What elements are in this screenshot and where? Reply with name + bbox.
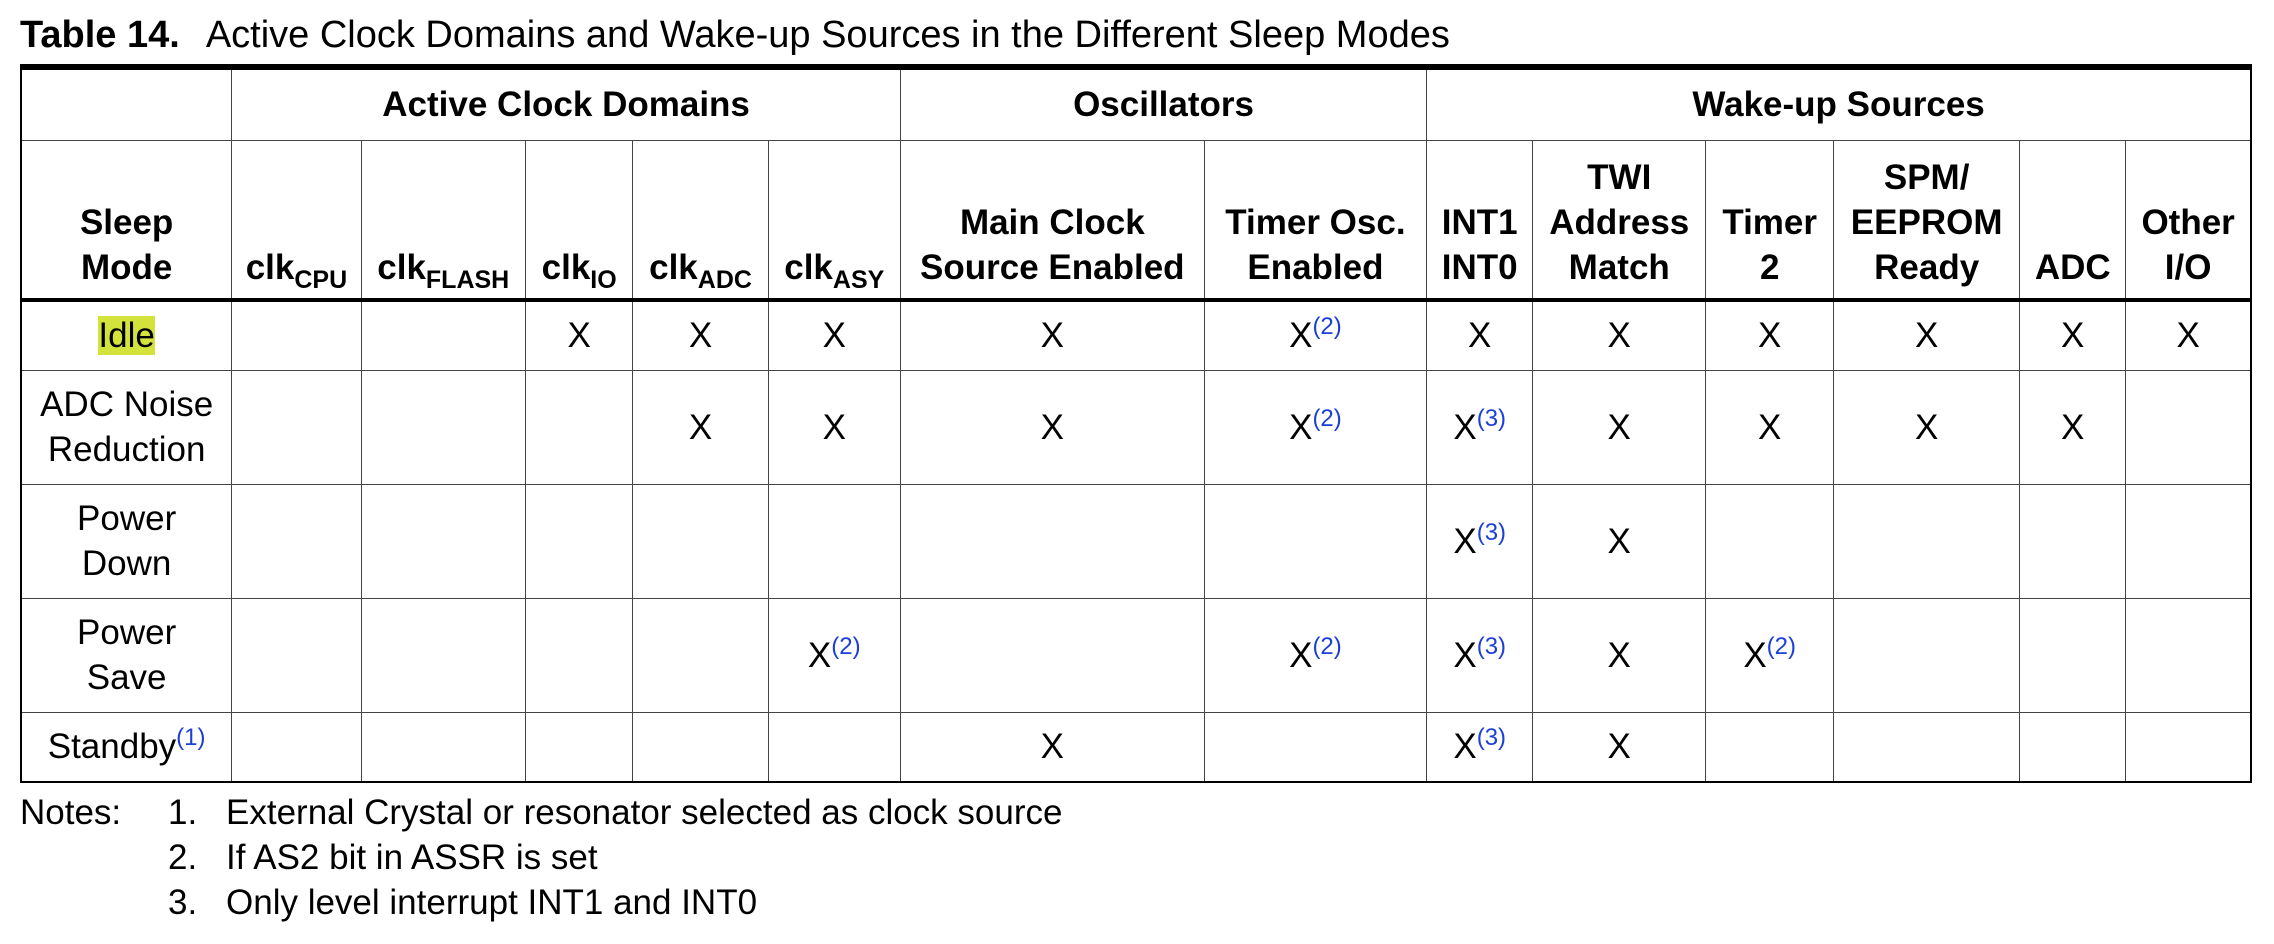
cell-timer-osc bbox=[1204, 484, 1426, 598]
note-ref-link[interactable]: (3) bbox=[1476, 724, 1507, 752]
group-oscillators: Oscillators bbox=[900, 70, 1426, 140]
list-item bbox=[20, 880, 1220, 925]
table-row bbox=[21, 300, 2251, 370]
cell-spm: X bbox=[1834, 300, 2020, 370]
col-int1-int0: INT1 INT0 bbox=[1427, 140, 1533, 300]
note-ref-link[interactable]: (3) bbox=[1476, 632, 1507, 660]
cell-clk-adc bbox=[633, 712, 768, 782]
column-header-row bbox=[21, 140, 2251, 300]
mode-cell: Power Down bbox=[21, 484, 232, 598]
cell-main-clock bbox=[900, 484, 1204, 598]
group-active-clock-domains: Active Clock Domains bbox=[232, 70, 901, 140]
list-item bbox=[20, 790, 1220, 835]
cell-spm bbox=[1834, 712, 2020, 782]
note-ref-link[interactable]: (3) bbox=[1476, 518, 1507, 546]
cell-other-io bbox=[2126, 598, 2251, 712]
cell-clk-adc bbox=[633, 484, 768, 598]
note-number: 3. bbox=[168, 883, 198, 922]
cell-adc: X bbox=[2020, 370, 2126, 484]
note-ref-link[interactable]: (2) bbox=[1766, 632, 1797, 660]
cell-other-io bbox=[2126, 484, 2251, 598]
note-number: 2. bbox=[168, 838, 198, 877]
cell-int: X$^{(3)}$ bbox=[1427, 484, 1533, 598]
note-text: Only level interrupt INT1 and INT0 bbox=[226, 883, 758, 922]
table-title: Active Clock Domains and Wake-up Sources in the Different Sleep Modes bbox=[205, 14, 1450, 56]
col-clk-cpu: clk$_{CPU}$ bbox=[232, 140, 361, 300]
note-ref-link[interactable]: (3) bbox=[1476, 404, 1507, 432]
cell-spm bbox=[1834, 484, 2020, 598]
mode-cell: Power Save bbox=[21, 598, 232, 712]
mode-cell bbox=[21, 300, 232, 370]
cell-clk-io bbox=[525, 484, 633, 598]
cell-clk-asy: X bbox=[768, 300, 900, 370]
table-row bbox=[21, 370, 2251, 484]
table-row bbox=[21, 598, 2251, 712]
cell-adc bbox=[2020, 598, 2126, 712]
cell-timer2 bbox=[1706, 712, 1834, 782]
cell-main-clock: X bbox=[900, 300, 1204, 370]
cell-other-io bbox=[2126, 712, 2251, 782]
col-clk-asy: clk$_{ASY}$ bbox=[768, 140, 900, 300]
note-number: 1. bbox=[168, 793, 198, 832]
cell-spm: X bbox=[1834, 370, 2020, 484]
cell-clk-flash bbox=[361, 484, 525, 598]
col-main-clock: Main Clock Source Enabled bbox=[900, 140, 1204, 300]
mode-cell: ADC Noise Reduction bbox=[21, 370, 232, 484]
note-text: If AS2 bit in ASSR is set bbox=[226, 838, 598, 877]
cell-spm bbox=[1834, 598, 2020, 712]
note-ref-link[interactable]: (2) bbox=[1312, 404, 1342, 432]
cell-clk-adc: X bbox=[633, 370, 768, 484]
list-item bbox=[20, 835, 1220, 880]
cell-clk-io bbox=[525, 598, 633, 712]
note-ref-link[interactable]: (2) bbox=[1312, 632, 1342, 660]
cell-clk-flash bbox=[361, 712, 525, 782]
cell-main-clock bbox=[900, 598, 1204, 712]
cell-clk-io bbox=[525, 712, 633, 782]
cell-clk-asy bbox=[768, 484, 900, 598]
cell-clk-cpu bbox=[232, 300, 361, 370]
col-timer-osc: Timer Osc. Enabled bbox=[1204, 140, 1426, 300]
notes-label-spacer bbox=[20, 880, 168, 925]
group-wakeup-sources: Wake-up Sources bbox=[1427, 70, 2251, 140]
table-row bbox=[21, 484, 2251, 598]
cell-clk-io: X bbox=[525, 300, 633, 370]
cell-int: X$^{(3)}$ bbox=[1427, 370, 1533, 484]
note-ref-link[interactable]: (1) bbox=[176, 724, 206, 752]
cell-main-clock: X bbox=[900, 712, 1204, 782]
col-other-io: Other I/O bbox=[2126, 140, 2251, 300]
mode-cell: Standby$^{(1)}$ bbox=[21, 712, 232, 782]
cell-int: X$^{(3)}$ bbox=[1427, 598, 1533, 712]
note-ref-link[interactable]: (2) bbox=[1312, 313, 1342, 341]
cell-timer2 bbox=[1706, 484, 1834, 598]
header-corner bbox=[21, 70, 232, 140]
cell-timer-osc: X$^{(2)}$ bbox=[1204, 370, 1426, 484]
cell-clk-flash bbox=[361, 598, 525, 712]
cell-timer2: X$^{(2)}$ bbox=[1706, 598, 1834, 712]
table-caption bbox=[20, 6, 2250, 64]
cell-adc bbox=[2020, 712, 2126, 782]
cell-clk-cpu bbox=[232, 370, 361, 484]
cell-clk-asy: X bbox=[768, 370, 900, 484]
cell-clk-cpu bbox=[232, 484, 361, 598]
table-number: Table 14. bbox=[20, 14, 180, 56]
col-twi-address-match: TWI Address Match bbox=[1533, 140, 1706, 300]
cell-main-clock: X bbox=[900, 370, 1204, 484]
cell-clk-io bbox=[525, 370, 633, 484]
cell-twi: X bbox=[1533, 712, 1706, 782]
notes-section bbox=[20, 790, 1220, 925]
table-row bbox=[21, 712, 2251, 782]
cell-clk-adc bbox=[633, 598, 768, 712]
cell-clk-flash bbox=[361, 370, 525, 484]
col-sleep-mode: Sleep Mode bbox=[21, 140, 232, 300]
cell-timer-osc: X$^{(2)}$ bbox=[1204, 300, 1426, 370]
cell-clk-asy: X$^{(2)}$ bbox=[768, 598, 900, 712]
sleep-modes-table bbox=[20, 70, 2252, 783]
note-ref-link[interactable]: (2) bbox=[831, 632, 861, 660]
cell-clk-cpu bbox=[232, 712, 361, 782]
cell-int: X$^{(3)}$ bbox=[1427, 712, 1533, 782]
col-adc: ADC bbox=[2020, 140, 2126, 300]
note-text: External Crystal or resonator selected as clock source bbox=[226, 793, 1063, 832]
cell-timer-osc bbox=[1204, 712, 1426, 782]
cell-int: X bbox=[1427, 300, 1533, 370]
cell-clk-asy bbox=[768, 712, 900, 782]
notes-label-spacer bbox=[20, 835, 168, 880]
cell-twi: X bbox=[1533, 300, 1706, 370]
cell-adc bbox=[2020, 484, 2126, 598]
cell-other-io bbox=[2126, 370, 2251, 484]
cell-timer2: X bbox=[1706, 370, 1834, 484]
cell-timer2: X bbox=[1706, 300, 1834, 370]
col-clk-adc: clk$_{ADC}$ bbox=[633, 140, 768, 300]
group-header-row bbox=[21, 70, 2251, 140]
col-timer2: Timer 2 bbox=[1706, 140, 1834, 300]
cell-twi: X bbox=[1533, 598, 1706, 712]
cell-timer-osc: X$^{(2)}$ bbox=[1204, 598, 1426, 712]
cell-twi: X bbox=[1533, 484, 1706, 598]
cell-twi: X bbox=[1533, 370, 1706, 484]
col-spm-eeprom-ready: SPM/ EEPROM Ready bbox=[1834, 140, 2020, 300]
cell-other-io: X bbox=[2126, 300, 2251, 370]
cell-adc: X bbox=[2020, 300, 2126, 370]
cell-clk-cpu bbox=[232, 598, 361, 712]
cell-clk-adc: X bbox=[633, 300, 768, 370]
notes-label: Notes: bbox=[20, 793, 122, 832]
col-clk-io: clk$_{IO}$ bbox=[525, 140, 633, 300]
col-clk-flash: clk$_{FLASH}$ bbox=[361, 140, 525, 300]
cell-clk-flash bbox=[361, 300, 525, 370]
highlighted-text: Idle bbox=[98, 316, 155, 356]
